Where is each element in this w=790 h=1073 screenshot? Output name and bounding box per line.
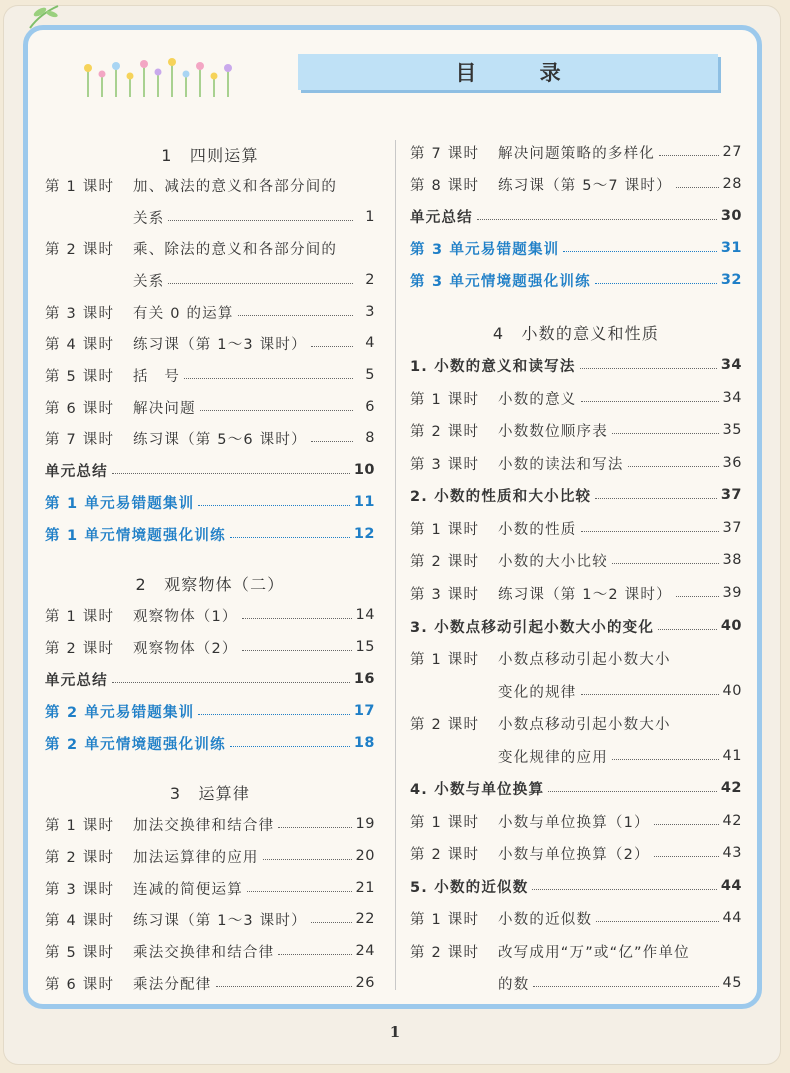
dot-leader <box>676 187 719 188</box>
entry-page-number: 38 <box>722 552 742 568</box>
lesson-label: 第 6 课时 <box>45 400 115 417</box>
entry-page-number: 37 <box>720 487 742 503</box>
toc-entry[interactable] <box>410 805 742 837</box>
entry-page-number: 26 <box>355 975 375 991</box>
entry-page-number: 44 <box>720 878 742 894</box>
entry-title: 小数的读法和写法 <box>498 456 624 473</box>
page-number: 1 <box>389 1023 401 1041</box>
entry-page-number: 31 <box>720 240 742 256</box>
toc-entry-exercise[interactable] <box>45 695 375 727</box>
entry-title: 观察物体（2） <box>133 640 238 657</box>
toc-entry[interactable] <box>410 675 742 707</box>
entry-page-number: 3 <box>365 304 375 320</box>
dot-leader <box>659 155 719 156</box>
toc-entry[interactable] <box>45 391 375 423</box>
toc-entry[interactable] <box>410 740 742 772</box>
lesson-label: 第 2 课时 <box>45 849 115 866</box>
lesson-label: 第 1 课时 <box>410 521 480 538</box>
entry-page-number: 35 <box>722 422 742 438</box>
toc-entry[interactable] <box>410 642 742 674</box>
toc-entry[interactable] <box>410 349 742 381</box>
entry-title: 1. 小数的意义和读写法 <box>410 358 576 375</box>
dot-leader <box>184 378 353 379</box>
entry-title: 练习课（第 1～2 课时） <box>498 586 672 603</box>
entry-title: 小数的近似数 <box>498 911 593 928</box>
toc-entry[interactable] <box>45 903 375 935</box>
dot-leader <box>216 986 352 987</box>
entry-title: 第 1 单元情境题强化训练 <box>45 527 226 544</box>
toc-entry[interactable] <box>45 169 375 201</box>
toc-entry[interactable] <box>45 631 375 663</box>
lesson-label: 第 3 课时 <box>410 456 480 473</box>
dot-leader <box>581 531 719 532</box>
dot-leader <box>676 596 719 597</box>
entry-title: 变化规律的应用 <box>498 749 608 766</box>
dot-leader <box>612 563 719 564</box>
entry-title: 5. 小数的近似数 <box>410 879 529 896</box>
entry-title: 单元总结 <box>45 463 108 480</box>
toc-entry[interactable] <box>410 414 742 446</box>
entry-page-number: 40 <box>722 683 742 699</box>
lesson-label: 第 1 课时 <box>45 608 115 625</box>
entry-page-number: 18 <box>353 735 375 751</box>
lesson-label: 第 2 课时 <box>45 640 115 657</box>
entry-title: 小数与单位换算（1） <box>498 814 650 831</box>
entry-page-number: 16 <box>353 671 375 687</box>
lesson-label: 第 5 课时 <box>45 944 115 961</box>
entry-page-number: 2 <box>365 272 375 288</box>
dot-leader <box>112 682 350 683</box>
dot-leader <box>533 986 718 987</box>
lesson-label: 第 6 课时 <box>45 976 115 993</box>
dot-leader <box>230 746 350 747</box>
lesson-label: 第 1 课时 <box>45 178 115 195</box>
dot-leader <box>595 283 717 284</box>
toc-entry[interactable] <box>410 902 742 934</box>
lesson-label: 第 1 课时 <box>45 817 115 834</box>
entry-page-number: 15 <box>355 639 375 655</box>
entry-title: 乘、除法的意义和各部分间的 <box>133 241 338 258</box>
entry-title: 单元总结 <box>410 209 473 226</box>
dot-leader <box>311 922 352 923</box>
entry-title: 小数的意义 <box>498 391 577 408</box>
entry-page-number: 28 <box>722 176 742 192</box>
lesson-label: 第 1 课时 <box>410 651 480 668</box>
entry-page-number: 22 <box>355 911 375 927</box>
dot-leader <box>612 433 719 434</box>
entry-page-number: 34 <box>720 357 742 373</box>
dot-leader <box>230 537 350 538</box>
toc-entry[interactable] <box>410 967 742 999</box>
entry-title: 解决问题策略的多样化 <box>498 145 655 162</box>
lesson-label: 第 1 课时 <box>410 391 480 408</box>
toc-entry[interactable] <box>410 837 742 869</box>
lesson-label: 第 4 课时 <box>45 912 115 929</box>
dot-leader <box>311 346 353 347</box>
entry-title: 小数点移动引起小数大小 <box>498 651 671 668</box>
dot-leader <box>612 759 719 760</box>
lesson-label: 第 1 课时 <box>410 814 480 831</box>
toc-entry[interactable] <box>45 935 375 967</box>
lesson-label: 第 5 课时 <box>45 368 115 385</box>
dot-leader <box>247 891 352 892</box>
dot-leader <box>532 889 716 890</box>
dot-leader <box>278 827 351 828</box>
toc-entry[interactable] <box>45 454 375 486</box>
toc-entry[interactable] <box>45 967 375 999</box>
toc-entry[interactable] <box>410 512 742 544</box>
entry-page-number: 45 <box>722 975 742 991</box>
column-divider <box>395 140 396 990</box>
lesson-label: 第 2 课时 <box>410 423 480 440</box>
toc-entry[interactable] <box>410 200 742 232</box>
dot-leader <box>198 505 349 506</box>
toc-entry[interactable] <box>410 577 742 609</box>
dot-leader <box>654 824 719 825</box>
toc-entry[interactable] <box>410 136 742 168</box>
dot-leader <box>278 954 351 955</box>
toc-entry[interactable] <box>410 544 742 576</box>
dot-leader <box>242 618 352 619</box>
entry-title: 解决问题 <box>133 400 196 417</box>
dot-leader <box>168 283 353 284</box>
toc-entry[interactable] <box>410 447 742 479</box>
dot-leader <box>263 859 352 860</box>
entry-page-number: 44 <box>722 910 742 926</box>
dot-leader <box>477 219 717 220</box>
entry-title: 练习课（第 1～3 课时） <box>133 336 307 353</box>
section-heading: 1 四则运算 <box>161 145 259 165</box>
entry-title: 关系 <box>133 273 165 290</box>
lesson-label: 第 3 课时 <box>45 305 115 322</box>
lesson-label: 第 1 课时 <box>410 911 480 928</box>
toc-entry[interactable] <box>410 935 742 967</box>
entry-title: 乘法交换律和结合律 <box>133 944 275 961</box>
toc-entry[interactable] <box>410 168 742 200</box>
entry-title: 第 2 单元情境题强化训练 <box>45 736 226 753</box>
toc-entry[interactable] <box>410 772 742 804</box>
entry-page-number: 30 <box>720 208 742 224</box>
entry-title: 小数与单位换算（2） <box>498 846 650 863</box>
dot-leader <box>581 694 719 695</box>
flowers-decoration-icon <box>80 55 240 99</box>
entry-page-number: 37 <box>722 520 742 536</box>
dot-leader <box>628 466 719 467</box>
lesson-label: 第 2 课时 <box>410 944 480 961</box>
entry-title: 关系 <box>133 210 165 227</box>
entry-page-number: 20 <box>355 848 375 864</box>
lesson-label: 第 7 课时 <box>45 431 115 448</box>
entry-page-number: 17 <box>353 703 375 719</box>
lesson-label: 第 2 课时 <box>45 241 115 258</box>
entry-page-number: 24 <box>355 943 375 959</box>
lesson-label: 第 4 课时 <box>45 336 115 353</box>
entry-page-number: 8 <box>365 430 375 446</box>
entry-page-number: 4 <box>365 335 375 351</box>
entry-title: 4. 小数与单位换算 <box>410 781 545 798</box>
lesson-label: 第 8 课时 <box>410 177 480 194</box>
entry-page-number: 36 <box>722 455 742 471</box>
entry-title: 改写成用“万”或“亿”作单位 <box>498 944 690 961</box>
toc-entry-exercise[interactable] <box>410 232 742 264</box>
dot-leader <box>112 473 350 474</box>
dot-leader <box>238 315 353 316</box>
entry-page-number: 14 <box>355 607 375 623</box>
entry-title: 单元总结 <box>45 672 108 689</box>
entry-page-number: 43 <box>722 845 742 861</box>
entry-page-number: 41 <box>722 748 742 764</box>
toc-entry[interactable] <box>45 296 375 328</box>
lesson-label: 第 2 课时 <box>410 716 480 733</box>
dot-leader <box>242 650 352 651</box>
entry-page-number: 5 <box>365 367 375 383</box>
toc-entry-exercise[interactable] <box>410 264 742 296</box>
entry-page-number: 32 <box>720 272 742 288</box>
entry-title: 练习课（第 1～3 课时） <box>133 912 307 929</box>
section-heading: 3 运算律 <box>169 783 251 803</box>
entry-title: 加法运算律的应用 <box>133 849 259 866</box>
dot-leader <box>198 714 349 715</box>
section-heading: 2 观察物体（二） <box>135 574 285 594</box>
lesson-label: 第 7 课时 <box>410 145 480 162</box>
entry-title: 小数的性质 <box>498 521 577 538</box>
dot-leader <box>654 856 719 857</box>
toc-entry[interactable] <box>410 870 742 902</box>
dot-leader <box>311 441 353 442</box>
entry-title: 加、减法的意义和各部分间的 <box>133 178 338 195</box>
dot-leader <box>658 629 717 630</box>
entry-page-number: 40 <box>720 618 742 634</box>
dot-leader <box>595 498 717 499</box>
entry-page-number: 42 <box>722 813 742 829</box>
entry-page-number: 27 <box>722 144 742 160</box>
entry-title: 小数点移动引起小数大小 <box>498 716 671 733</box>
toc-entry-exercise[interactable] <box>45 727 375 759</box>
toc-entry[interactable] <box>45 663 375 695</box>
dot-leader <box>580 368 717 369</box>
entry-title: 2. 小数的性质和大小比较 <box>410 488 592 505</box>
entry-title: 第 3 单元情境题强化训练 <box>410 273 591 290</box>
toc-entry[interactable] <box>45 327 375 359</box>
dot-leader <box>581 401 719 402</box>
entry-title: 小数数位顺序表 <box>498 423 608 440</box>
dot-leader <box>596 921 718 922</box>
toc-entry[interactable] <box>410 382 742 414</box>
entry-title: 练习课（第 5～6 课时） <box>133 431 307 448</box>
lesson-label: 第 2 课时 <box>410 846 480 863</box>
entry-page-number: 21 <box>355 880 375 896</box>
toc-entry[interactable] <box>45 422 375 454</box>
toc-entry-exercise[interactable] <box>45 486 375 518</box>
entry-title: 3. 小数点移动引起小数大小的变化 <box>410 619 655 636</box>
dot-leader <box>563 251 716 252</box>
toc-entry[interactable] <box>45 840 375 872</box>
toc-entry[interactable] <box>45 359 375 391</box>
section-heading: 4 小数的意义和性质 <box>492 323 660 343</box>
entry-title: 第 1 单元易错题集训 <box>45 495 195 512</box>
entry-title: 连减的简便运算 <box>133 881 243 898</box>
lesson-label: 第 2 课时 <box>410 553 480 570</box>
entry-page-number: 1 <box>365 209 375 225</box>
page-title: 目 录 <box>298 54 718 90</box>
entry-title: 观察物体（1） <box>133 608 238 625</box>
toc-entry[interactable] <box>45 599 375 631</box>
toc-entry[interactable] <box>410 707 742 739</box>
lesson-label: 第 3 课时 <box>410 586 480 603</box>
entry-title: 第 2 单元易错题集训 <box>45 704 195 721</box>
entry-page-number: 10 <box>353 462 375 478</box>
toc-entry[interactable] <box>45 232 375 264</box>
entry-page-number: 34 <box>722 390 742 406</box>
toc-entry-exercise[interactable] <box>45 518 375 550</box>
dot-leader <box>168 220 353 221</box>
entry-title: 加法交换律和结合律 <box>133 817 275 834</box>
entry-title: 变化的规律 <box>498 684 577 701</box>
entry-page-number: 19 <box>355 816 375 832</box>
lesson-label: 第 3 课时 <box>45 881 115 898</box>
entry-page-number: 6 <box>365 399 375 415</box>
entry-page-number: 42 <box>720 780 742 796</box>
entry-title: 小数的大小比较 <box>498 553 608 570</box>
entry-title: 的数 <box>498 976 530 993</box>
toc-entry[interactable] <box>45 201 375 233</box>
dot-leader <box>200 410 353 411</box>
entry-title: 练习课（第 5～7 课时） <box>498 177 672 194</box>
toc-entry[interactable] <box>45 808 375 840</box>
entry-title: 括 号 <box>133 368 181 385</box>
entry-title: 有关 0 的运算 <box>133 305 234 322</box>
toc-entry[interactable] <box>45 872 375 904</box>
entry-title: 乘法分配律 <box>133 976 212 993</box>
entry-page-number: 11 <box>353 494 375 510</box>
toc-entry[interactable] <box>410 610 742 642</box>
entry-page-number: 39 <box>722 585 742 601</box>
entry-title: 第 3 单元易错题集训 <box>410 241 560 258</box>
toc-entry[interactable] <box>45 264 375 296</box>
entry-page-number: 12 <box>353 526 375 542</box>
dot-leader <box>548 791 717 792</box>
toc-entry[interactable] <box>410 479 742 511</box>
